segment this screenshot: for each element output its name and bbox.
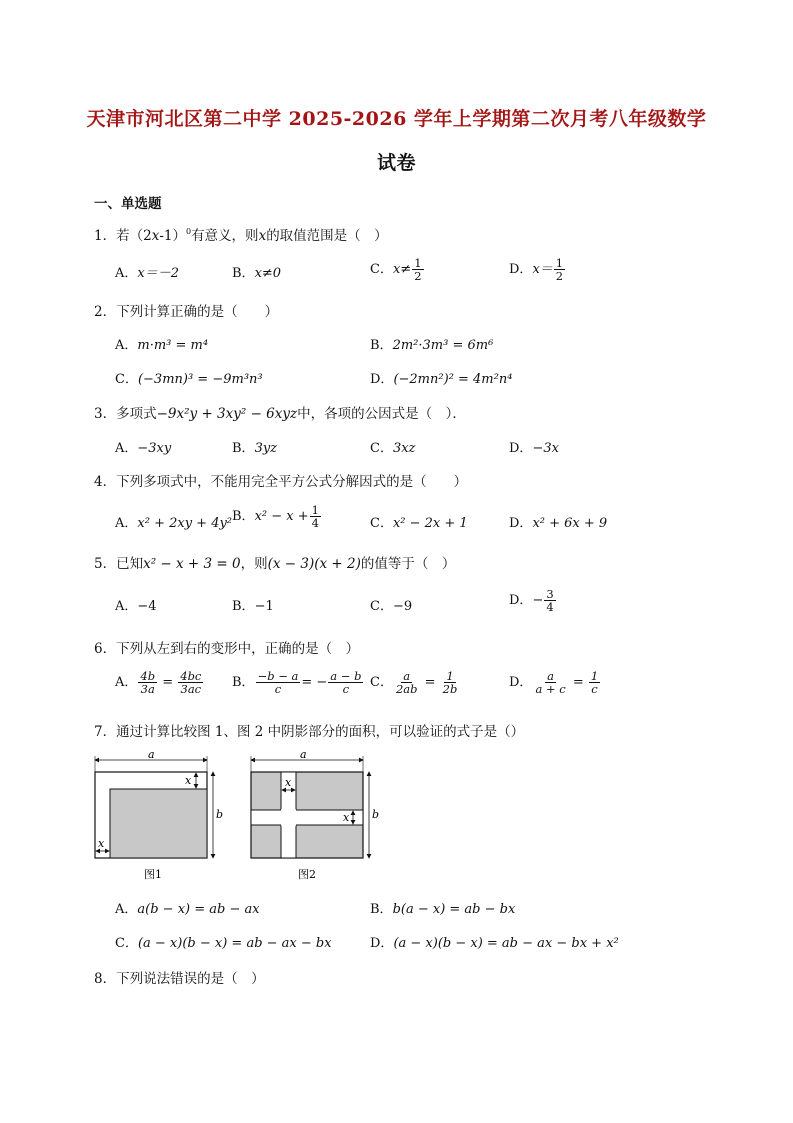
q5-option-d[interactable]: D．− $\frac{3}{4}$ (509, 587, 554, 614)
q1-option-b[interactable]: B．x≠0 (232, 266, 282, 281)
q3-option-b[interactable]: B．3yz (232, 441, 278, 456)
fig1-label-a: a (148, 748, 155, 761)
question-6-stem: 6．下列从左到右的变形中，正确的是（ ） (94, 641, 360, 657)
question-7-stem: 7．通过计算比较图 1、图 2 中阴影部分的面积，可以验证的式子是（） (94, 724, 525, 740)
question-3-stem: 3．多项式−9x²y + 3xy² − 6xyz中，各项的公因式是（ ）． (94, 406, 466, 422)
q7-option-b[interactable]: B．b(a − x) = ab − bx (370, 902, 516, 917)
q2-option-c[interactable]: C．(−3mn)³ = −9m³n³ (115, 372, 263, 387)
q4-option-d[interactable]: D．x² + 6x + 9 (509, 516, 608, 531)
q7-figures (88, 748, 388, 888)
q1-option-a[interactable]: A．x＝－2 (115, 266, 179, 281)
document-title-cont: 试卷 (376, 152, 416, 174)
q3-option-c[interactable]: C．3xz (370, 441, 416, 456)
q5-option-b[interactable]: B．−1 (232, 599, 274, 614)
q6-option-d[interactable]: D． $\frac{a}{a + c}$ = $\frac{1}{c}$ (509, 669, 599, 696)
fig1-caption: 图1 (144, 868, 162, 881)
q5-option-c[interactable]: C．−9 (370, 599, 413, 614)
fig2-label-x-top: x (285, 776, 292, 789)
q6-option-c[interactable]: C． $\frac{a}{2ab}$ = $\frac{1}{2b}$ (370, 669, 458, 696)
q7-option-a[interactable]: A．a(b − x) = ab − ax (115, 902, 260, 917)
q2-option-a[interactable]: A．m·m³ = m⁴ (115, 338, 209, 353)
q7-option-d[interactable]: D．(a − x)(b − x) = ab − ax − bx + x² (370, 936, 619, 951)
fig2-label-b: b (372, 808, 380, 821)
question-1-stem: 1．若$(2x-1)^0$有意义，则x的取值范围是（ ） (94, 227, 388, 244)
q6-option-b[interactable]: B． $\frac{-b - a}{c}$ = − $\frac{a - b}{c}$ (232, 669, 362, 696)
fig2-label-x-right: x (343, 811, 350, 824)
figure-2 (251, 748, 379, 881)
document-title: 天津市河北区第二中学 2025-2026 学年上学期第二次月考八年级数学 (86, 108, 707, 130)
q1-option-c[interactable]: C．x≠ $\frac{1}{2}$ (370, 256, 422, 283)
q4-option-c[interactable]: C．x² − 2x + 1 (370, 516, 468, 531)
fig2-caption: 图2 (298, 868, 316, 881)
q5-option-a[interactable]: A．−4 (115, 599, 157, 614)
q1-option-d[interactable]: D．x＝ $\frac{1}{2}$ (509, 256, 564, 283)
fig1-label-x-left: x (98, 837, 105, 850)
fig1-label-b: b (216, 808, 224, 821)
question-5-stem: 5．已知x² − x + 3 = 0，则(x − 3)(x + 2)的值等于（ ） (94, 556, 456, 572)
fig1-label-x-top: x (185, 774, 192, 787)
q4-option-b[interactable]: B．x² − x + $\frac{1}{4}$ (232, 503, 319, 530)
q2-option-d[interactable]: D．(−2mn²)² = 4m²n⁴ (370, 372, 513, 387)
q7-option-c[interactable]: C．(a − x)(b − x) = ab − ax − bx (115, 936, 332, 951)
q6-option-a[interactable]: A． $\frac{4b}{3a}$ = $\frac{4bc}{3ac}$ (115, 669, 202, 696)
q3-option-a[interactable]: A．−3xy (115, 441, 172, 456)
question-2-stem: 2．下列计算正确的是（ ） (94, 304, 279, 320)
question-8-stem: 8．下列说法错误的是（ ） (94, 971, 265, 987)
section-heading: 一、单选题 (94, 196, 162, 212)
q3-option-d[interactable]: D．−3x (509, 441, 559, 456)
q2-option-b[interactable]: B．2m²·3m³ = 6m⁶ (370, 338, 494, 353)
fig2-label-a: a (300, 748, 307, 761)
q4-option-a[interactable]: A．x² + 2xy + 4y² (115, 516, 233, 531)
question-4-stem: 4．下列多项式中，不能用完全平方公式分解因式的是（ ） (94, 474, 468, 490)
figure-1 (95, 748, 223, 881)
